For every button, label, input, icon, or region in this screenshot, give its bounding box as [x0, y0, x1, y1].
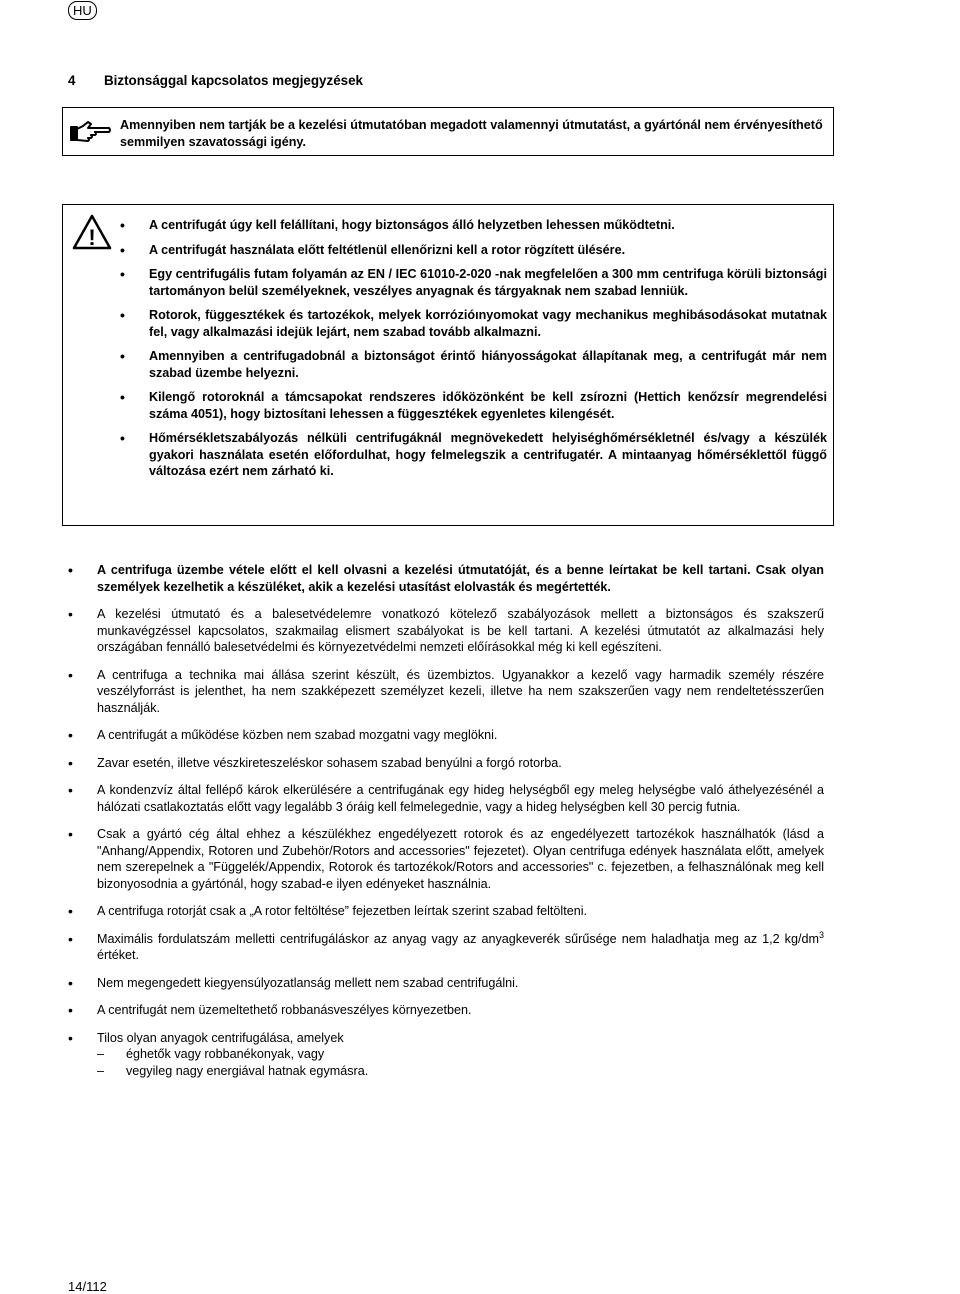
density-item — [68, 931, 824, 964]
safety-item: • A centrifugát a működése közben nem szabad mozgatni vagy meglökni. — [68, 727, 824, 744]
prohibited-item — [68, 1030, 824, 1080]
warning-item: • A centrifugát használata előtt feltétlenül ellenőrizni kell a rotor rögzített ülésére. — [120, 242, 827, 259]
section-title — [68, 72, 363, 89]
prohibited-subitem: – vegyileg nagy energiával hatnak egymásra. — [97, 1063, 824, 1080]
warning-item: • Amennyiben a centrifugadobnál a biztonságot érintő hiányosságokat állapítanak meg, a centrifugát már nem szabad üzembe helyezni. — [120, 348, 827, 381]
safety-item: • Nem megengedett kiegyensúlyozatlanság mellett nem szabad centrifugálni. — [68, 975, 824, 992]
note-text: Amennyiben nem tartják be a kezelési útmutatóban megadott valamennyi útmutatást, a gyártónál nem érvényesíthető semmilyen szavatossági igény. — [120, 118, 823, 149]
warning-item: • Rotorok, függesztékek és tartozékok, melyek korrózióınyomokat vagy mechanikus meghibásodásokat mutatnak fel, vagy alkalmazási idejük lejárt, nem szabad tovább alkalmazni. — [120, 307, 827, 340]
density-exponent: 3 — [818, 929, 824, 940]
safety-list — [68, 562, 824, 1090]
safety-item: • Csak a gyártó cég által ehhez a készülékhez engedélyezett rotorok és az engedélyezett tartozékok használhatók (lásd a "Anhang/Appendix, Rotoren und Zubehör/Rotors and accessories" fejezetet). Olyan centrifuga edények használata előtt, amelyek nem szerepelnek a "Függelék/Appendix, Rotorok és tartozékok/Rotors and accessories" c. fejezetben, a felhasználónak meg kell bizonyosodnia a gyártónál, hogy szabad-e ilyen edényeket használnia. — [68, 826, 824, 892]
page-number: 14/112 — [68, 1279, 107, 1294]
warning-item: • Kilengő rotoroknál a támcsapokat rendszeres időközönként be kell zsírozni (Hettich kenőzsír megrendelési száma 4051), hogy biztosítani lehessen a függesztékek egyenletes kilengését. — [120, 389, 827, 422]
warning-item: • Hőmérsékletszabályozás nélküli centrifugáknál megnövekedett helyiséghőmérsékletnél és/vagy a készülék gyakori használata esetén előfordulhat, hogy felmelegszik a centrifugatér. A mintaanyag hőmérséklettől függő változása ezért nem zárható ki. — [120, 430, 827, 480]
note-box — [62, 107, 834, 156]
prohibited-intro: • Tilos olyan anyagok centrifugálása, amelyek — [97, 1030, 344, 1045]
language-badge: HU — [68, 1, 97, 20]
safety-item: • A centrifugát nem üzemeltethető robbanásveszélyes környezetben. — [68, 1002, 824, 1019]
section-title-text: Biztonsággal kapcsolatos megjegyzések — [104, 73, 363, 88]
warning-box — [62, 204, 834, 526]
section-number: 4 — [68, 73, 76, 88]
safety-item: • A centrifuga rotorját csak a „A rotor feltöltése” fejezetben leírtak szerint szabad feltölteni. — [68, 903, 824, 920]
warning-exclamation: ! — [88, 225, 96, 250]
pointing-hand-icon — [69, 120, 113, 144]
prohibited-subitem: – éghetők vagy robbanékonyak, vagy — [97, 1046, 824, 1063]
density-text: Maximális fordulatszám melletti centrifugáláskor az anyag vagy az anyagkeverék sűrűsége nem haladhatja meg az 1,2 kg/dm — [97, 931, 819, 946]
safety-item: • A kondenzvíz által fellépő károk elkerülésére a centrifugának egy hideg helységből egy meleg helységbe való áthelyezésénél a hálózati csatlakoztatás előtt vagy legalább 3 óráig kell felmelegednie, vagy a hideg helységben kell 30 percig futnia. — [68, 782, 824, 815]
warning-triangle-icon — [71, 213, 113, 251]
safety-item: • Zavar esetén, illetve vészkireteszeléskor sohasem szabad benyúlni a forgó rotorba. — [68, 755, 824, 772]
safety-item: • A centrifuga a technika mai állása szerint készült, és üzembiztos. Ugyanakkor a kezelő vagy harmadik személy részére veszélyforrást is jelenthet, ha nem szakképezett személyzet kezeli, illetve ha nem szakszerűen vagy nem rendeltetésszerűen használják. — [68, 667, 824, 717]
density-text-end: értéket. — [97, 948, 139, 962]
warning-item: • Egy centrifugális futam folyamán az EN / IEC 61010-2-020 -nak megfelelően a 300 mm centrifuga körüli biztonsági tartományon belül személyeknek, veszélyes anyagnak és tárgyaknak nem szabad lenniük. — [120, 266, 827, 299]
warning-item: • A centrifugát úgy kell felállítani, hogy biztonságos álló helyzetben lehessen működtetni. — [120, 217, 827, 234]
warning-list — [120, 217, 827, 488]
prohibited-sublist — [97, 1046, 824, 1079]
safety-item: • A kezelési útmutató és a balesetvédelemre vonatkozó kötelező szabályozások mellett a biztonságos és szakszerű munkavégzéssel kapcsolatos, szakmailag elismert szabályokat is be kell tartani. A kezelési útmutatót az alkalmazási hely országában fennálló balesetvédelmi és környezetvédelmi nemzeti előírásokkal még ki kell egészíteni. — [68, 606, 824, 656]
safety-item: • A centrifuga üzembe vétele előtt el kell olvasni a kezelési útmutatóját, és a benne leírtakat be kell tartani. Csak olyan személyek kezelhetik a készüléket, akik a kezelési utasítást elolvasták és megértették. — [68, 562, 824, 595]
